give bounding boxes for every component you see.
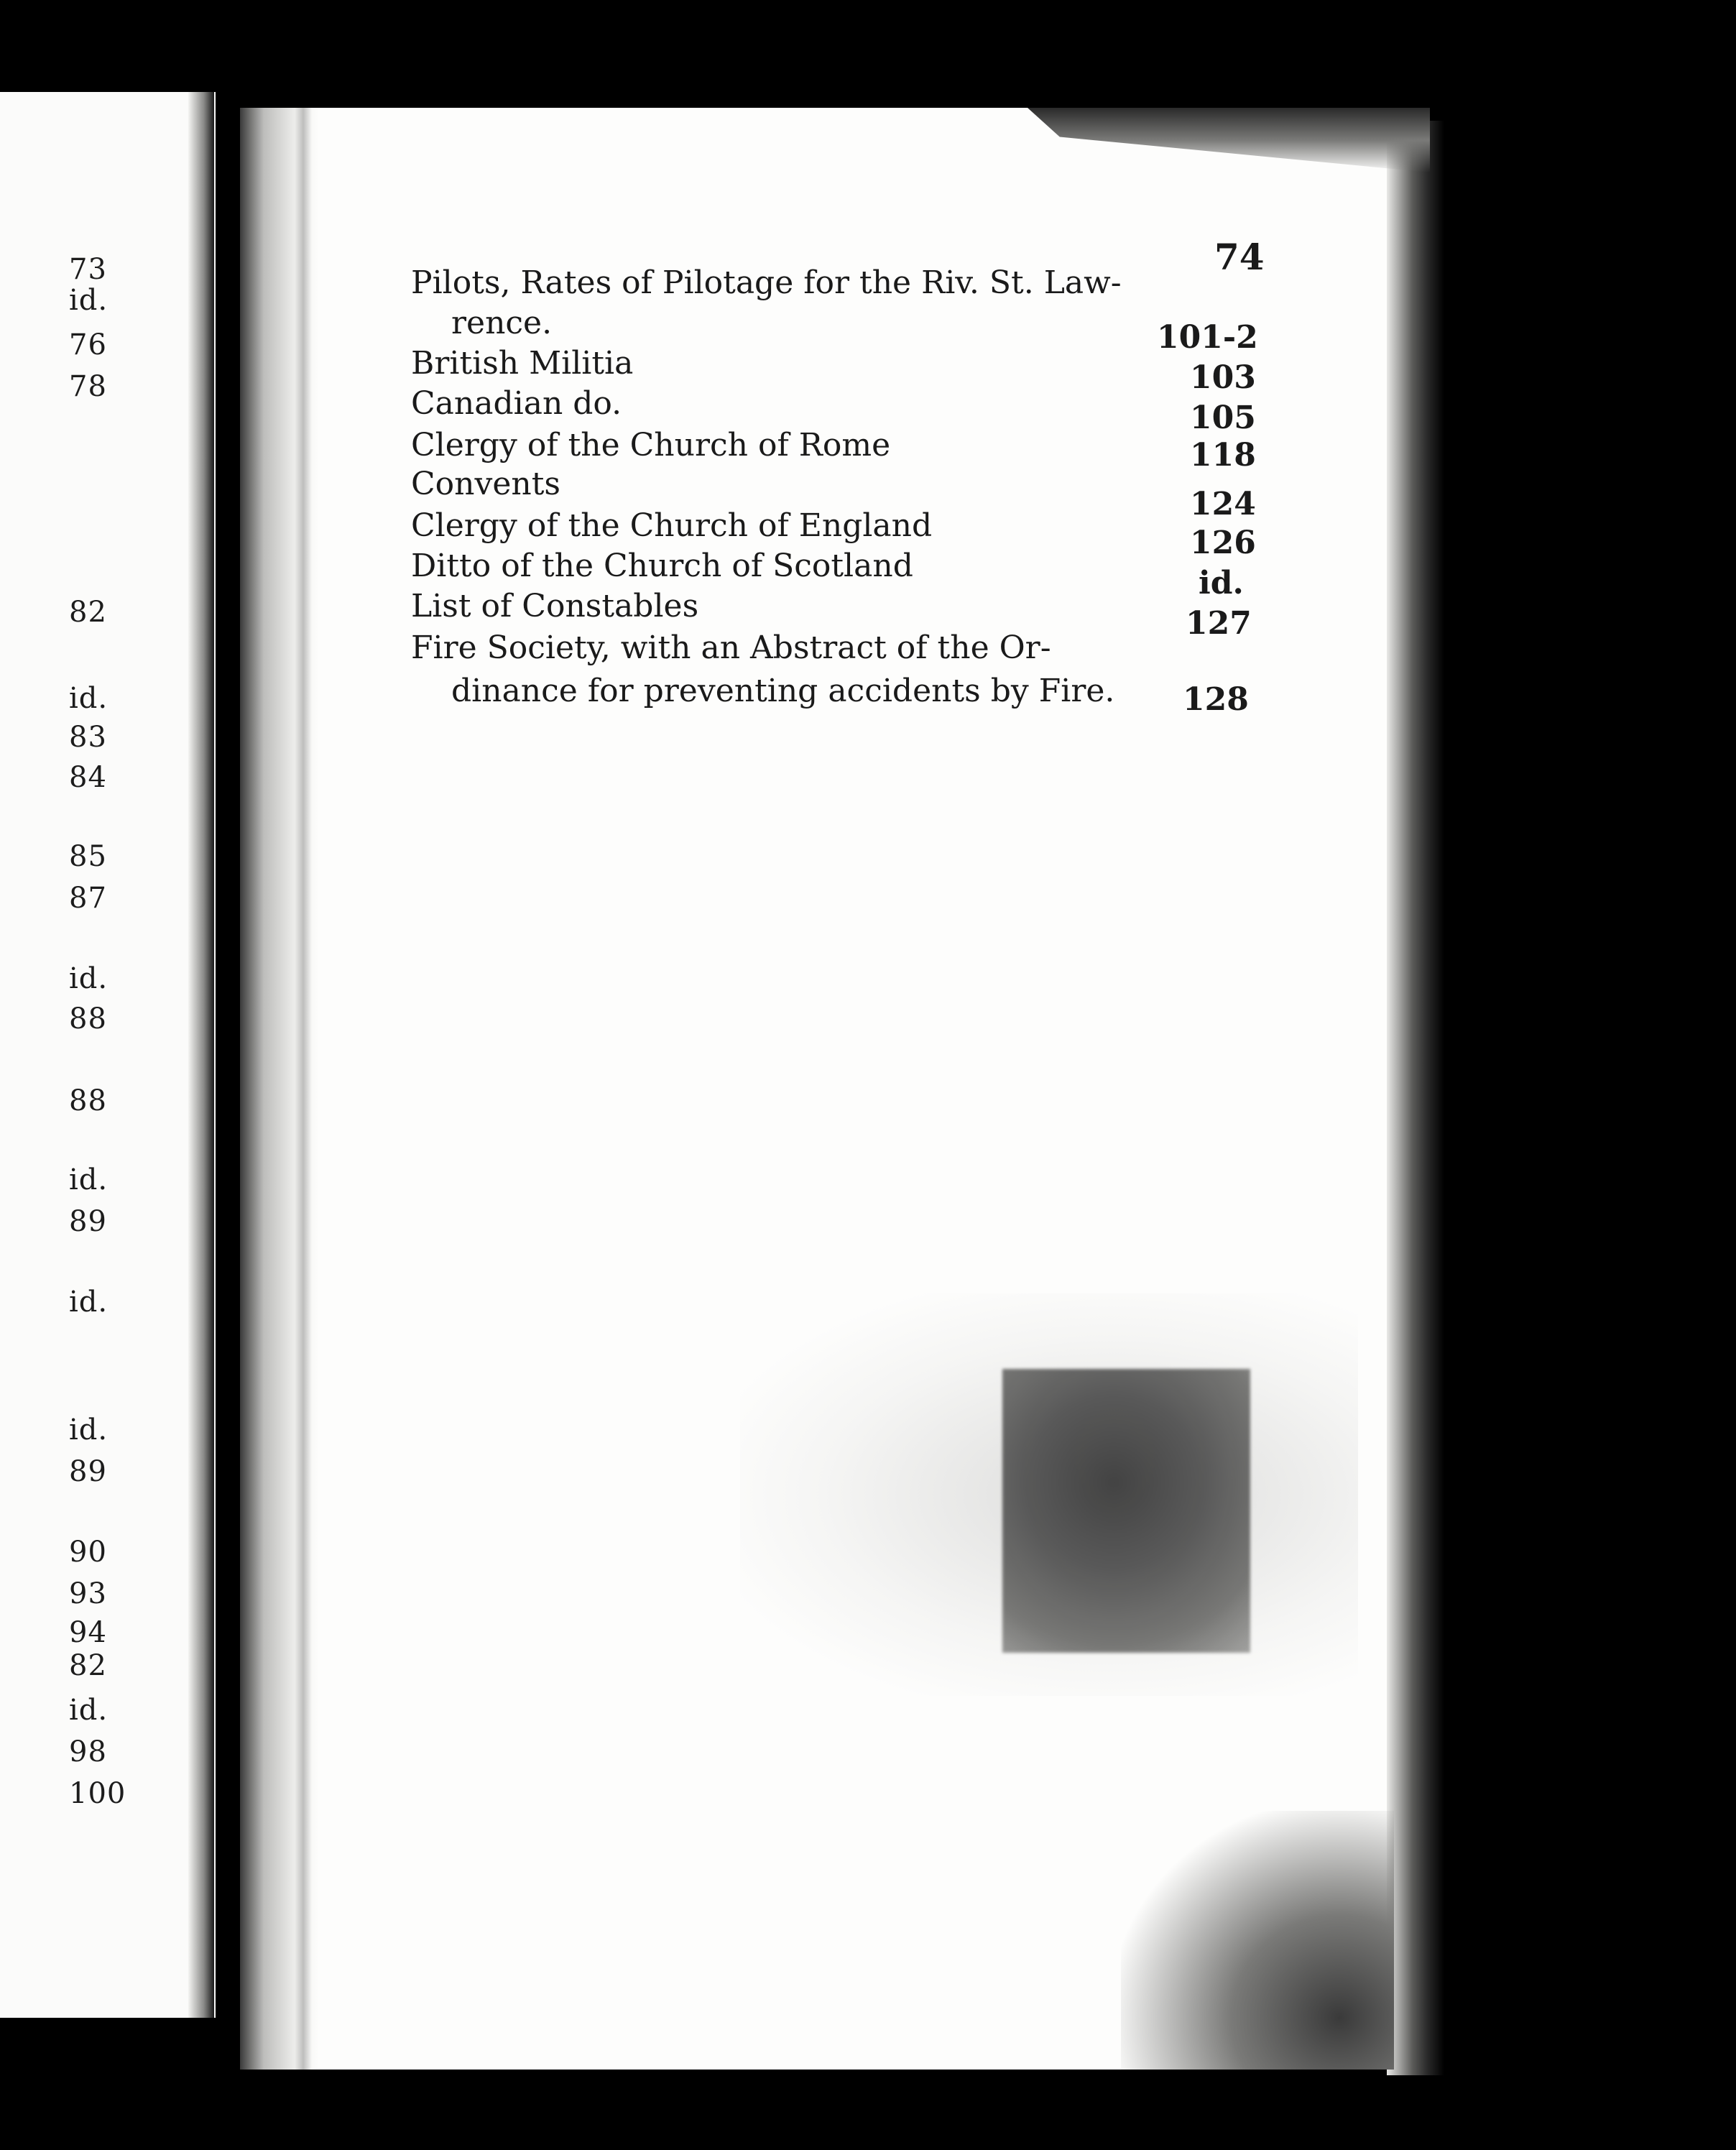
left-page-number: 78 [69, 370, 107, 403]
left-page-number: 90 [69, 1536, 107, 1569]
left-page-number: 93 [69, 1577, 107, 1610]
index-entry-text: dinance for preventing accidents by Fire. [451, 673, 1115, 709]
left-page-number: 100 [69, 1777, 126, 1810]
left-page-number: 85 [69, 840, 107, 873]
left-page-number: id. [69, 1286, 108, 1319]
right-cover-edge [1387, 121, 1444, 2075]
left-page-number: id. [69, 962, 108, 995]
index-entry-text: rence. [451, 305, 553, 341]
index-entry-text: Clergy of the Church of England [411, 507, 933, 544]
page-number: 74 [1214, 236, 1265, 278]
index-entry-page: 103 [1190, 359, 1256, 396]
left-page-fold-shadow [188, 92, 214, 2018]
index-entry-text: Canadian do. [411, 385, 622, 422]
index-entry-page: id. [1199, 565, 1244, 601]
index-entry-text: Ditto of the Church of Scotland [411, 548, 913, 584]
index-entry-text: Fire Society, with an Abstract of the Or- [411, 629, 1051, 666]
index-entry-text: Clergy of the Church of Rome [411, 427, 891, 463]
left-page-number: 98 [69, 1735, 107, 1768]
foxing-stain [1002, 1369, 1250, 1653]
index-entry-text: List of Constables [411, 588, 699, 624]
left-page-number: 82 [69, 1649, 107, 1682]
left-page-number: id. [69, 1694, 108, 1727]
left-page-number: 87 [69, 882, 107, 915]
index-entry-text: Pilots, Rates of Pilotage for the Riv. St. Law- [411, 264, 1122, 301]
left-page-number: 89 [69, 1455, 107, 1488]
left-page-number: id. [69, 1163, 108, 1196]
index-entry-page: 126 [1190, 525, 1256, 561]
left-page-number: 73 [69, 253, 107, 286]
corner-stain [1121, 1811, 1394, 2070]
index-entry-page: 101-2 [1157, 319, 1258, 356]
left-page-number: 88 [69, 1002, 107, 1035]
index-entry-page: 105 [1190, 400, 1256, 436]
index-entry-page: 118 [1190, 437, 1256, 474]
book-gutter [216, 92, 240, 2018]
left-page-number: 94 [69, 1616, 107, 1649]
left-page-number: 89 [69, 1205, 107, 1238]
left-facing-page [0, 92, 216, 2018]
left-page-number: id. [69, 682, 108, 715]
left-page-number: 83 [69, 721, 107, 754]
index-entry-text: Convents [411, 466, 560, 502]
index-entry-page: 128 [1183, 681, 1249, 718]
left-page-number: 88 [69, 1084, 107, 1117]
left-page-number: 84 [69, 761, 107, 794]
page-inner-fold [295, 108, 312, 2070]
left-page-number: id. [69, 284, 108, 317]
index-entry-page: 127 [1186, 605, 1252, 642]
index-entry-text: British Militia [411, 345, 634, 382]
left-page-number: 76 [69, 328, 107, 361]
left-page-number: id. [69, 1413, 108, 1447]
index-entry-page: 124 [1190, 486, 1256, 522]
left-page-number: 82 [69, 596, 107, 629]
